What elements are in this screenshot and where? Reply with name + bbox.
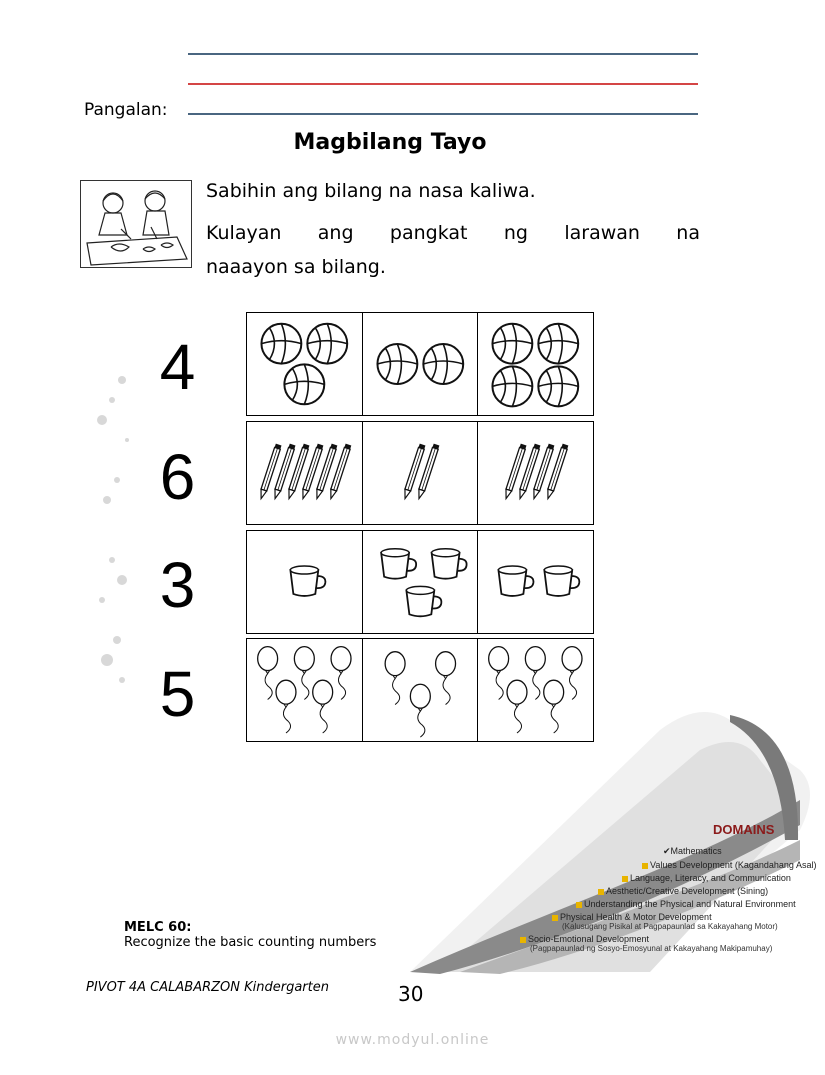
picture-group[interactable] xyxy=(478,531,593,633)
name-label: Pangalan: xyxy=(84,100,168,120)
domain-item: ✔Mathematics xyxy=(663,846,722,856)
bullet-square-icon xyxy=(622,876,628,882)
cup-icon-group xyxy=(363,531,478,633)
row-number: 5 xyxy=(159,658,196,730)
cup-icon xyxy=(545,566,580,596)
bullet-square-icon xyxy=(520,937,526,943)
picture-row xyxy=(246,530,594,634)
ball-icon-group xyxy=(247,313,362,415)
balloon-icon xyxy=(258,647,278,700)
balloon-icon xyxy=(331,647,351,700)
domain-item: Understanding the Physical and Natural Environment xyxy=(576,899,796,909)
ball-icon xyxy=(284,364,324,404)
cup-icon-group xyxy=(478,531,593,633)
melc-description: Recognize the basic counting numbers xyxy=(124,935,377,950)
instruction-line-1: Sabihin ang bilang na nasa kaliwa. xyxy=(206,180,536,202)
ball-icon xyxy=(377,344,417,384)
writing-line-top xyxy=(188,53,698,55)
watermark: www.modyul.online xyxy=(335,1032,490,1048)
balloon-icon xyxy=(562,647,582,700)
pencil-icon-group xyxy=(478,422,593,524)
row-number: 4 xyxy=(159,331,196,403)
cup-icon xyxy=(431,549,466,579)
bullet-square-icon xyxy=(642,863,648,869)
balloon-icon xyxy=(526,647,546,700)
domain-item: Socio-Emotional Development xyxy=(520,934,649,944)
picture-row xyxy=(246,312,594,416)
name-writing-line[interactable] xyxy=(188,113,698,115)
picture-group[interactable] xyxy=(247,639,363,741)
bullet-square-icon xyxy=(576,902,582,908)
picture-group[interactable] xyxy=(363,422,479,524)
balloon-icon xyxy=(294,647,314,700)
picture-group[interactable] xyxy=(247,531,363,633)
ball-icon xyxy=(423,344,463,384)
row-number: 6 xyxy=(159,441,196,513)
children-drawing-illustration xyxy=(80,180,192,268)
domain-item-sub: (Kalusugang Pisikal at Pagpapaunlad sa Kakayahang Motor) xyxy=(562,922,778,931)
cup-icon xyxy=(381,549,416,579)
ball-icon xyxy=(539,324,579,364)
pencil-icon-group xyxy=(247,422,362,524)
domain-item-sub: (Pagpapaunlad ng Sosyo-Emosyunal at Kakayahang Makipamuhay) xyxy=(530,944,773,953)
decorative-splatter xyxy=(82,360,152,720)
pencil-icon-group xyxy=(363,422,478,524)
page-title: Magbilang Tayo xyxy=(293,130,487,155)
cup-icon xyxy=(499,566,534,596)
checkmark-icon: ✔ xyxy=(663,846,671,856)
picture-group[interactable] xyxy=(247,422,363,524)
writing-line-middle xyxy=(188,83,698,85)
page-number: 30 xyxy=(398,982,424,1006)
instruction-line-3: naaayon sa bilang. xyxy=(206,256,386,278)
cup-icon-group xyxy=(247,531,362,633)
ball-icon xyxy=(493,366,533,406)
ball-icon xyxy=(493,324,533,364)
domain-item: Physical Health & Motor Development xyxy=(552,912,712,922)
ball-icon-group xyxy=(478,313,593,415)
cup-icon xyxy=(406,586,441,616)
balloon-icon-group xyxy=(247,639,362,741)
balloon-icon xyxy=(313,680,333,733)
ball-icon-group xyxy=(363,313,478,415)
balloon-icon xyxy=(435,652,455,705)
picture-group[interactable] xyxy=(363,531,479,633)
balloon-icon xyxy=(489,647,509,700)
domain-item: Aesthetic/Creative Development (Sining) xyxy=(598,886,768,896)
picture-group[interactable] xyxy=(363,313,479,415)
bullet-square-icon xyxy=(552,915,558,921)
melc-title: MELC 60: xyxy=(124,920,192,935)
domains-title: DOMAINS xyxy=(713,822,775,837)
row-number: 3 xyxy=(159,549,196,621)
picture-group[interactable] xyxy=(478,422,593,524)
balloon-icon xyxy=(385,652,405,705)
ball-icon xyxy=(261,324,301,364)
domain-item: Values Development (Kagandahang Asal) xyxy=(642,860,816,870)
picture-group[interactable] xyxy=(478,313,593,415)
balloon-icon xyxy=(276,680,296,733)
instruction-line-2: Kulayan ang pangkat ng larawan na xyxy=(206,222,700,244)
bullet-square-icon xyxy=(598,889,604,895)
picture-group[interactable] xyxy=(247,313,363,415)
footer-text: PIVOT 4A CALABARZON Kindergarten xyxy=(86,980,329,995)
picture-row xyxy=(246,421,594,525)
cup-icon xyxy=(290,566,325,596)
domain-item: Language, Literacy, and Communication xyxy=(622,873,791,883)
ball-icon xyxy=(539,366,579,406)
ball-icon xyxy=(307,324,347,364)
